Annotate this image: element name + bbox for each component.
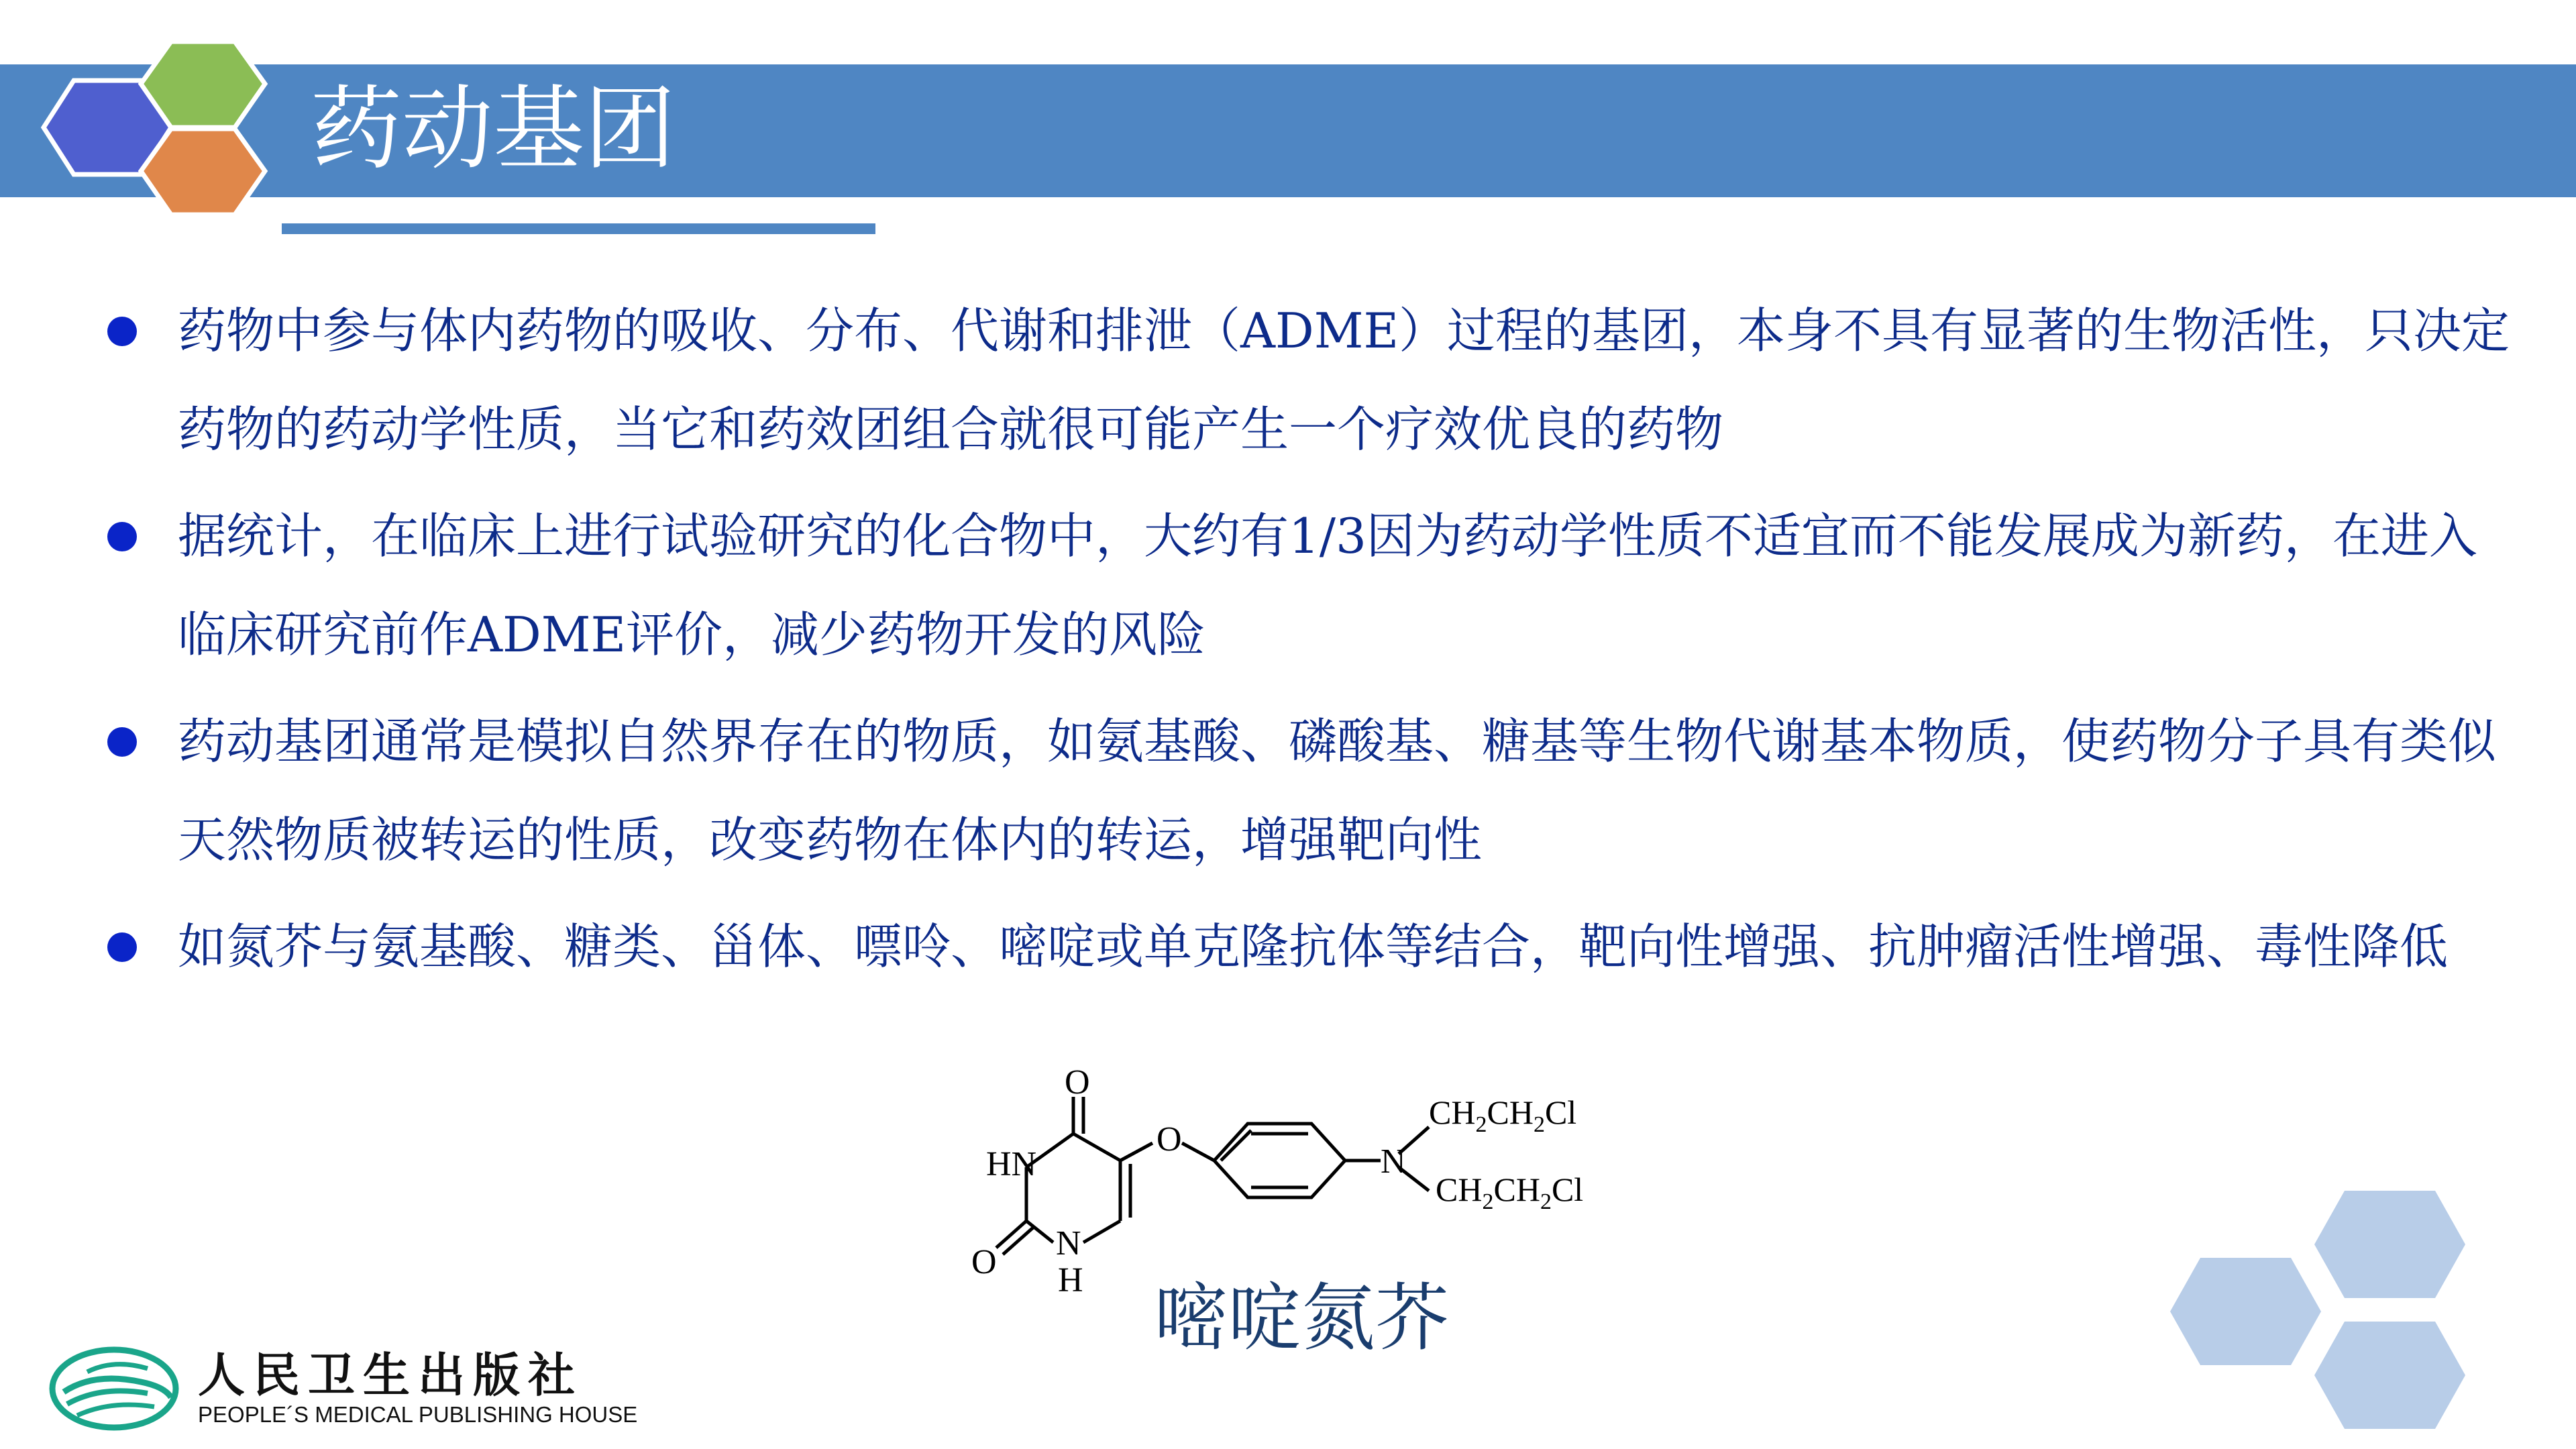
- title-underline: [282, 223, 875, 234]
- atom-o-bottom: O: [971, 1243, 997, 1281]
- bullet-item: [107, 282, 2522, 479]
- hex-orange: [141, 129, 265, 215]
- bullet-text: 药物中参与体内药物的吸收、分布、代谢和排泄（ADME）过程的基团，本身不具有显著的生物活性，只决定药物的药动学性质，当它和药效团组合就很可能产生一个疗效优良的药物: [178, 303, 2510, 458]
- atom-o-top: O: [1065, 1063, 1090, 1102]
- atom-o-ether: O: [1157, 1120, 1182, 1159]
- bullet-item: [107, 692, 2522, 890]
- bullet-list: [107, 282, 2522, 1004]
- chain-subscript: 2: [1475, 1112, 1487, 1137]
- chain-mid: CH: [1487, 1093, 1534, 1131]
- page-title: 药动基团: [311, 76, 676, 182]
- publisher-name-cn: 人民卫生出版社: [198, 1347, 583, 1403]
- decorative-hexagons: [2160, 1181, 2509, 1436]
- bullet-item: [107, 487, 2522, 684]
- chain-prefix: CH: [1436, 1171, 1483, 1208]
- atom-h-bottom: H: [1058, 1261, 1083, 1299]
- chain-suffix: Cl: [1551, 1171, 1584, 1208]
- hexagon-logo-icon: [27, 27, 295, 241]
- chain-prefix: CH: [1429, 1093, 1476, 1131]
- bullet-text: 据统计，在临床上进行试验研究的化合物中，大约有1/3因为药动学性质不适宜而不能发展成为新药，在进入临床研究前作ADME评价，减少药物开发的风险: [178, 508, 2477, 663]
- bullet-dot-icon: [107, 522, 137, 551]
- publisher-name-en: PEOPLE´S MEDICAL PUBLISHING HOUSE: [198, 1402, 638, 1427]
- chain-mid: CH: [1493, 1171, 1540, 1208]
- compound-name: 嘧啶氮芥: [1154, 1275, 1449, 1361]
- bullet-dot-icon: [107, 727, 137, 757]
- bullet-dot-icon: [107, 317, 137, 346]
- atom-n-amine: N: [1381, 1142, 1406, 1181]
- publisher-emblem-icon: [47, 1345, 181, 1432]
- bullet-text: 药动基团通常是模拟自然界存在的物质，如氨基酸、磷酸基、糖基等生物代谢基本物质，使药物分子具有类似天然物质被转运的性质，改变药物在体内的转运，增强靶向性: [178, 713, 2497, 868]
- deco-hex-bottom: [2314, 1322, 2465, 1429]
- chain-subscript: 2: [1533, 1112, 1545, 1137]
- deco-hex-left: [2170, 1258, 2321, 1365]
- bullet-item: [107, 898, 2522, 996]
- bullet-text: 如氮芥与氨基酸、糖类、甾体、嘌呤、嘧啶或单克隆抗体等结合，靶向性增强、抗肿瘤活性增强、毒性降低: [178, 918, 2449, 975]
- hex-green: [141, 42, 265, 127]
- bullet-dot-icon: [107, 932, 137, 962]
- deco-hex-top: [2314, 1191, 2465, 1298]
- atom-hn: HN: [986, 1145, 1037, 1183]
- chain-subscript: 2: [1482, 1189, 1494, 1214]
- atom-n-bottom: N: [1056, 1224, 1081, 1263]
- chain-suffix: Cl: [1544, 1093, 1577, 1131]
- chain-subscript: 2: [1540, 1189, 1552, 1214]
- publisher-logo: [47, 1345, 731, 1432]
- chain-ch2ch2cl-lower: [1436, 1171, 1583, 1214]
- chain-ch2ch2cl-upper: [1429, 1093, 1576, 1137]
